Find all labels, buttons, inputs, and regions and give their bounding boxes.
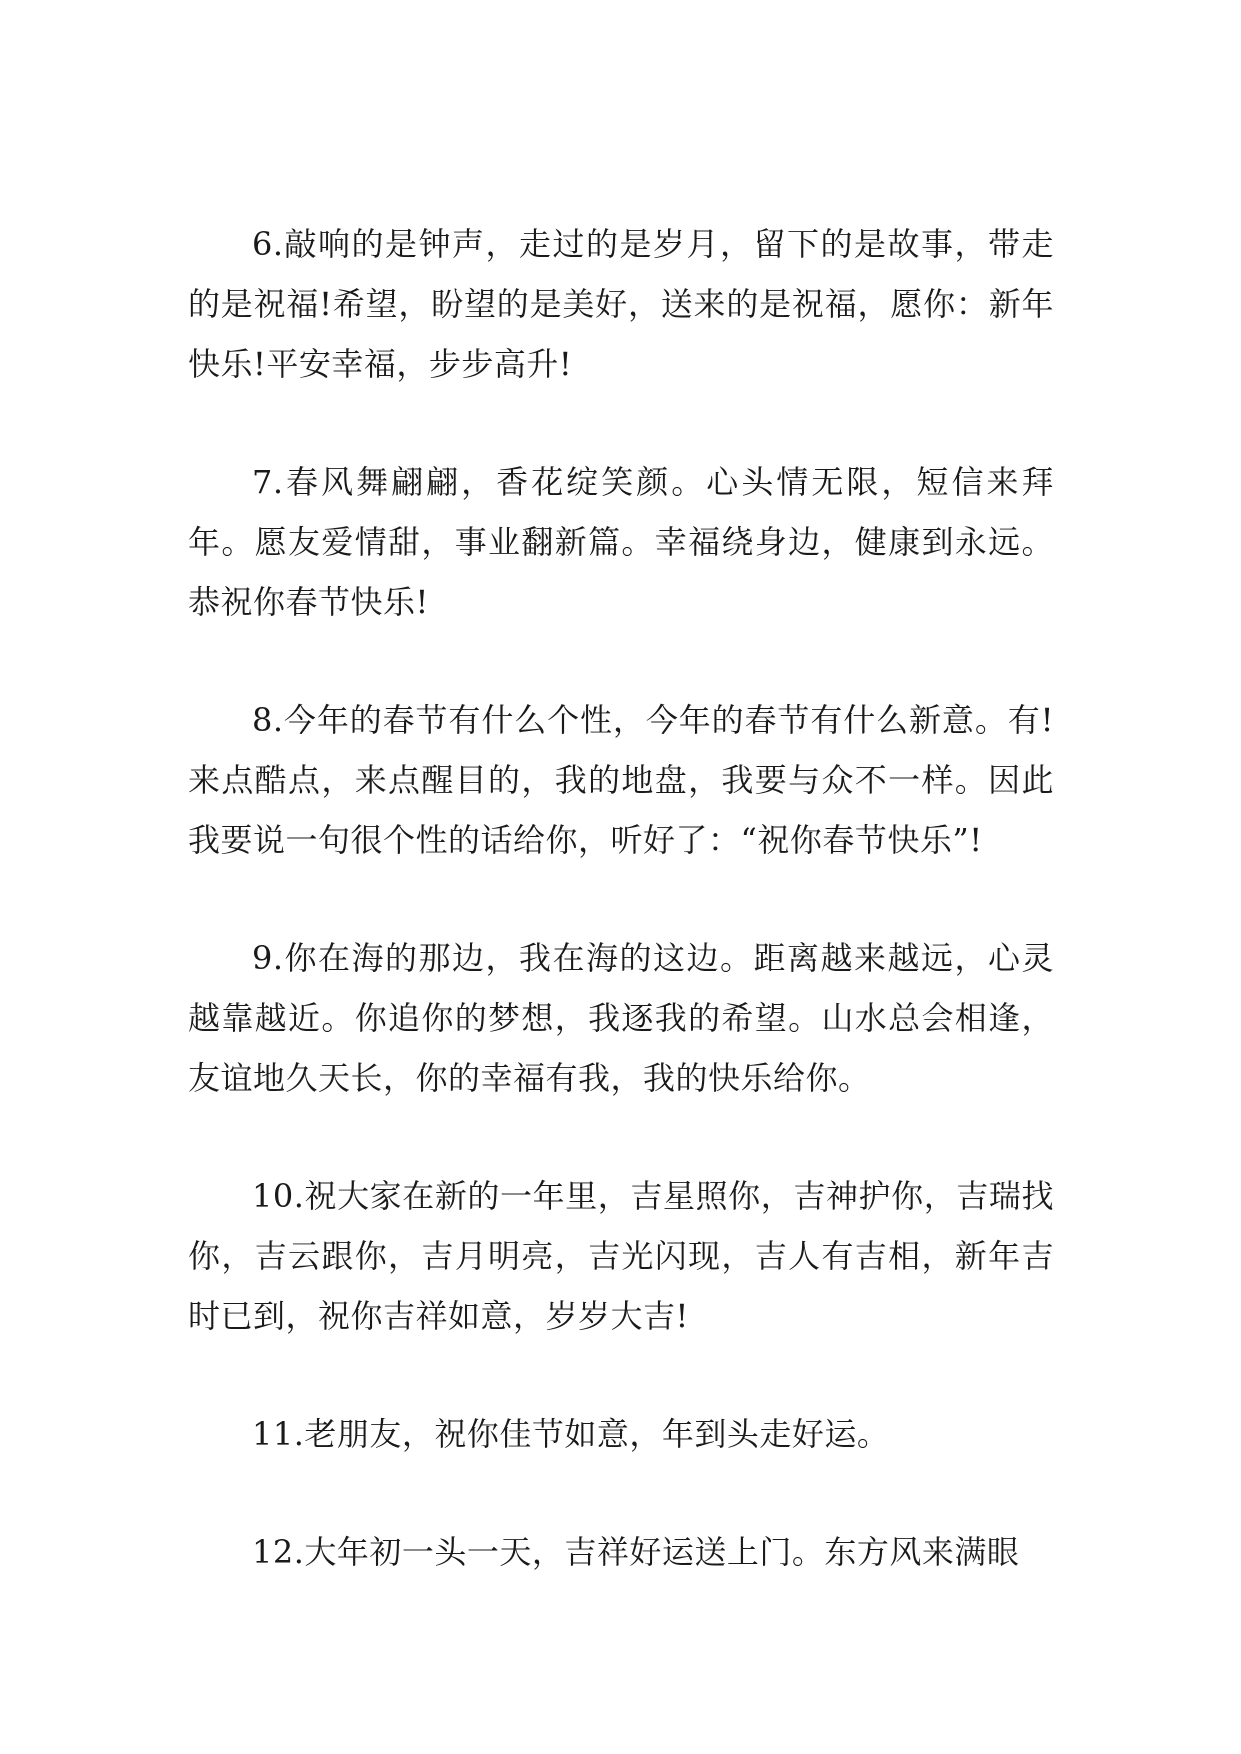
paragraph-12: 12.大年初一头一天，吉祥好运送上门。东方风来满眼	[252, 1533, 1020, 1571]
paragraph-8: 8.今年的春节有什么个性，今年的春节有什么新意。有!来点酷点，来点醒目的，我的地盘，我要与众不一样。因此我要说一句很个性的话给你，听好了：“祝你春节快乐”!	[188, 701, 1054, 859]
paragraph-7: 7.春风舞翩翩，香花绽笑颜。心头情无限，短信来拜年。愿友爱情甜，事业翻新篇。幸福绕身边，健康到永远。恭祝你春节快乐!	[188, 463, 1054, 621]
paragraph-6: 6.敲响的是钟声，走过的是岁月，留下的是故事，带走的是祝福!希望，盼望的是美好，送来的是祝福，愿你：新年快乐!平安幸福，步步高升!	[188, 225, 1054, 383]
paragraph-11: 11.老朋友，祝你佳节如意，年到头走好运。	[252, 1415, 890, 1453]
document-body	[188, 214, 1054, 1582]
paragraph-9: 9.你在海的那边，我在海的这边。距离越来越远，心灵越靠越近。你追你的梦想，我逐我的希望。山水总会相逢，友谊地久天长，你的幸福有我，我的快乐给你。	[188, 939, 1054, 1097]
paragraph-10: 10.祝大家在新的一年里，吉星照你，吉神护你，吉瑞找你，吉云跟你，吉月明亮，吉光闪现，吉人有吉相，新年吉时已到，祝你吉祥如意，岁岁大吉!	[188, 1177, 1054, 1335]
